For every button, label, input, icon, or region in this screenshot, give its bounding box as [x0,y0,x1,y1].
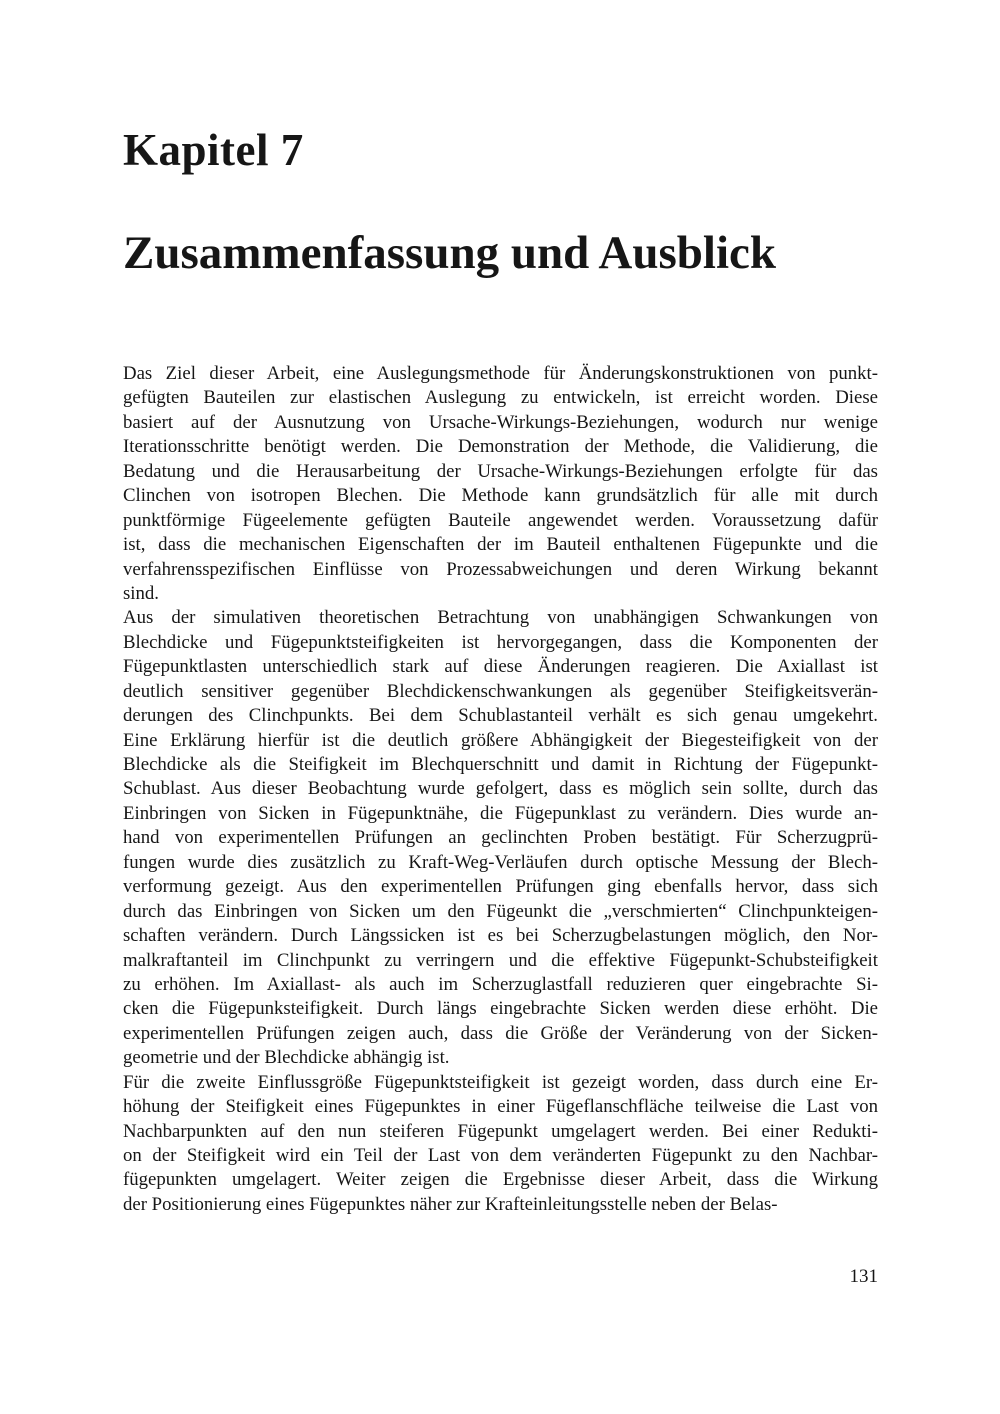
paragraph [123,1071,878,1218]
text-line: derungen des Clinchpunkts. Bei dem Schublastanteil verhält es sich genau umgekehrt. [123,705,878,727]
text-line: cken die Fügepunksteifigkeit. Durch längs eingebrachte Sicken werden diese erhöht. Die [123,998,878,1020]
text-line: on der Steifigkeit wird ein Teil der Last von dem veränderten Fügepunkt zu den Nachbar- [123,1145,878,1166]
text-line: Eine Erklärung hierfür ist die deutlich größere Abhängigkeit der Biegesteifigkeit von der [123,729,878,751]
text-line: Das Ziel dieser Arbeit, eine Auslegungsmethode für Änderungskonstruktionen von punkt- [123,363,878,384]
text-line: Blechdicke als die Steifigkeit im Blechquerschnitt und damit in Richtung der Fügepunkt- [123,754,878,775]
text-line: Für die zweite Einflussgröße Fügepunktsteifigkeit ist gezeigt worden, dass durch eine Er- [123,1071,878,1093]
text-line: verfahrensspezifischen Einflüsse von Prozessabweichungen und deren Wirkung bekannt [123,558,878,580]
text-line: ist, dass die mechanischen Eigenschaften der im Bauteil enthaltenen Fügepunkte und die [123,534,878,556]
text-line: gefügten Bauteilen zur elastischen Auslegung zu entwickeln, ist erreicht worden. Diese [123,387,878,409]
chapter-title-heading: Zusammenfassung und Ausblick [123,227,777,279]
text-line: Blechdicke und Fügepunktsteifigkeiten ist hervorgegangen, dass die Komponenten der [123,631,878,653]
text-line: hand von experimentellen Prüfungen an geclinchten Proben bestätigt. Für Scherzugprü- [123,827,878,849]
body-text [123,362,878,1217]
text-line: schaften verändern. Durch Längssicken ist es bei Scherzugbelastungen möglich, den Nor- [123,925,878,947]
text-line: deutlich sensitiver gegenüber Blechdickenschwankungen als gegenüber Steifigkeitsverän- [123,680,878,702]
text-line: punktförmige Fügeelemente gefügten Bauteile angewendet werden. Voraussetzung dafür [123,509,878,531]
text-line: fungen wurde dies zusätzlich zu Kraft-Weg-Verläufen durch optische Messung der Blech- [123,851,878,873]
text-line: Schublast. Aus dieser Beobachtung wurde gefolgert, dass es möglich sein sollte, durch das [123,778,878,800]
text-line: Clinchen von isotropen Blechen. Die Methode kann grundsätzlich für alle mit durch [123,485,878,507]
text-line: fügepunkten umgelagert. Weiter zeigen die Ergebnisse dieser Arbeit, dass die Wirkung [123,1169,878,1191]
paragraph [123,362,878,606]
text-line: sind. [123,582,160,604]
chapter-number-heading: Kapitel 7 [123,125,304,175]
text-line: der Positionierung eines Fügepunktes näher zur Krafteinleitungsstelle neben der Belas- [123,1193,778,1215]
text-line: basiert auf der Ausnutzung von Ursache-Wirkungs-Beziehungen, wodurch nur wenige [123,411,878,433]
text-line: Aus der simulativen theoretischen Betrachtung von unabhängigen Schwankungen von [123,607,878,629]
text-line: höhung der Steifigkeit eines Fügepunktes in einer Fügeflanschfläche teilweise die Last von [123,1096,878,1118]
text-line: zu erhöhen. Im Axiallast- als auch im Scherzuglastfall reduzieren quer eingebrachte Si- [123,973,878,995]
text-line: verformung gezeigt. Aus den experimentellen Prüfungen ging ebenfalls hervor, dass sich [123,876,878,898]
text-line: Fügepunktlasten unterschiedlich stark auf diese Änderungen reagieren. Die Axiallast ist [123,656,878,678]
page-number: 131 [849,1266,878,1287]
text-line: durch das Einbringen von Sicken um den Fügeunkt die „verschmierten“ Clinchpunkteigen- [123,900,878,922]
text-line: Iterationsschritte benötigt werden. Die Demonstration der Methode, die Validierung, die [123,436,878,458]
text-line: malkraftanteil im Clinchpunkt zu verringern und die effektive Fügepunkt-Schubsteifigkeit [123,949,878,971]
text-line: Bedatung und die Herausarbeitung der Ursache-Wirkungs-Beziehungen erfolgte für das [123,460,878,482]
text-line: geometrie und der Blechdicke abhängig ist. [123,1047,450,1069]
text-line: experimentellen Prüfungen zeigen auch, dass die Größe der Veränderung von der Sicken- [123,1022,878,1044]
text-line: Einbringen von Sicken in Fügepunktnähe, die Fügepunklast zu verändern. Dies wurde an- [123,802,878,824]
text-line: Nachbarpunkten auf den nun steiferen Fügepunkt umgelagert werden. Bei einer Redukti- [123,1120,878,1142]
paragraph [123,606,878,1070]
